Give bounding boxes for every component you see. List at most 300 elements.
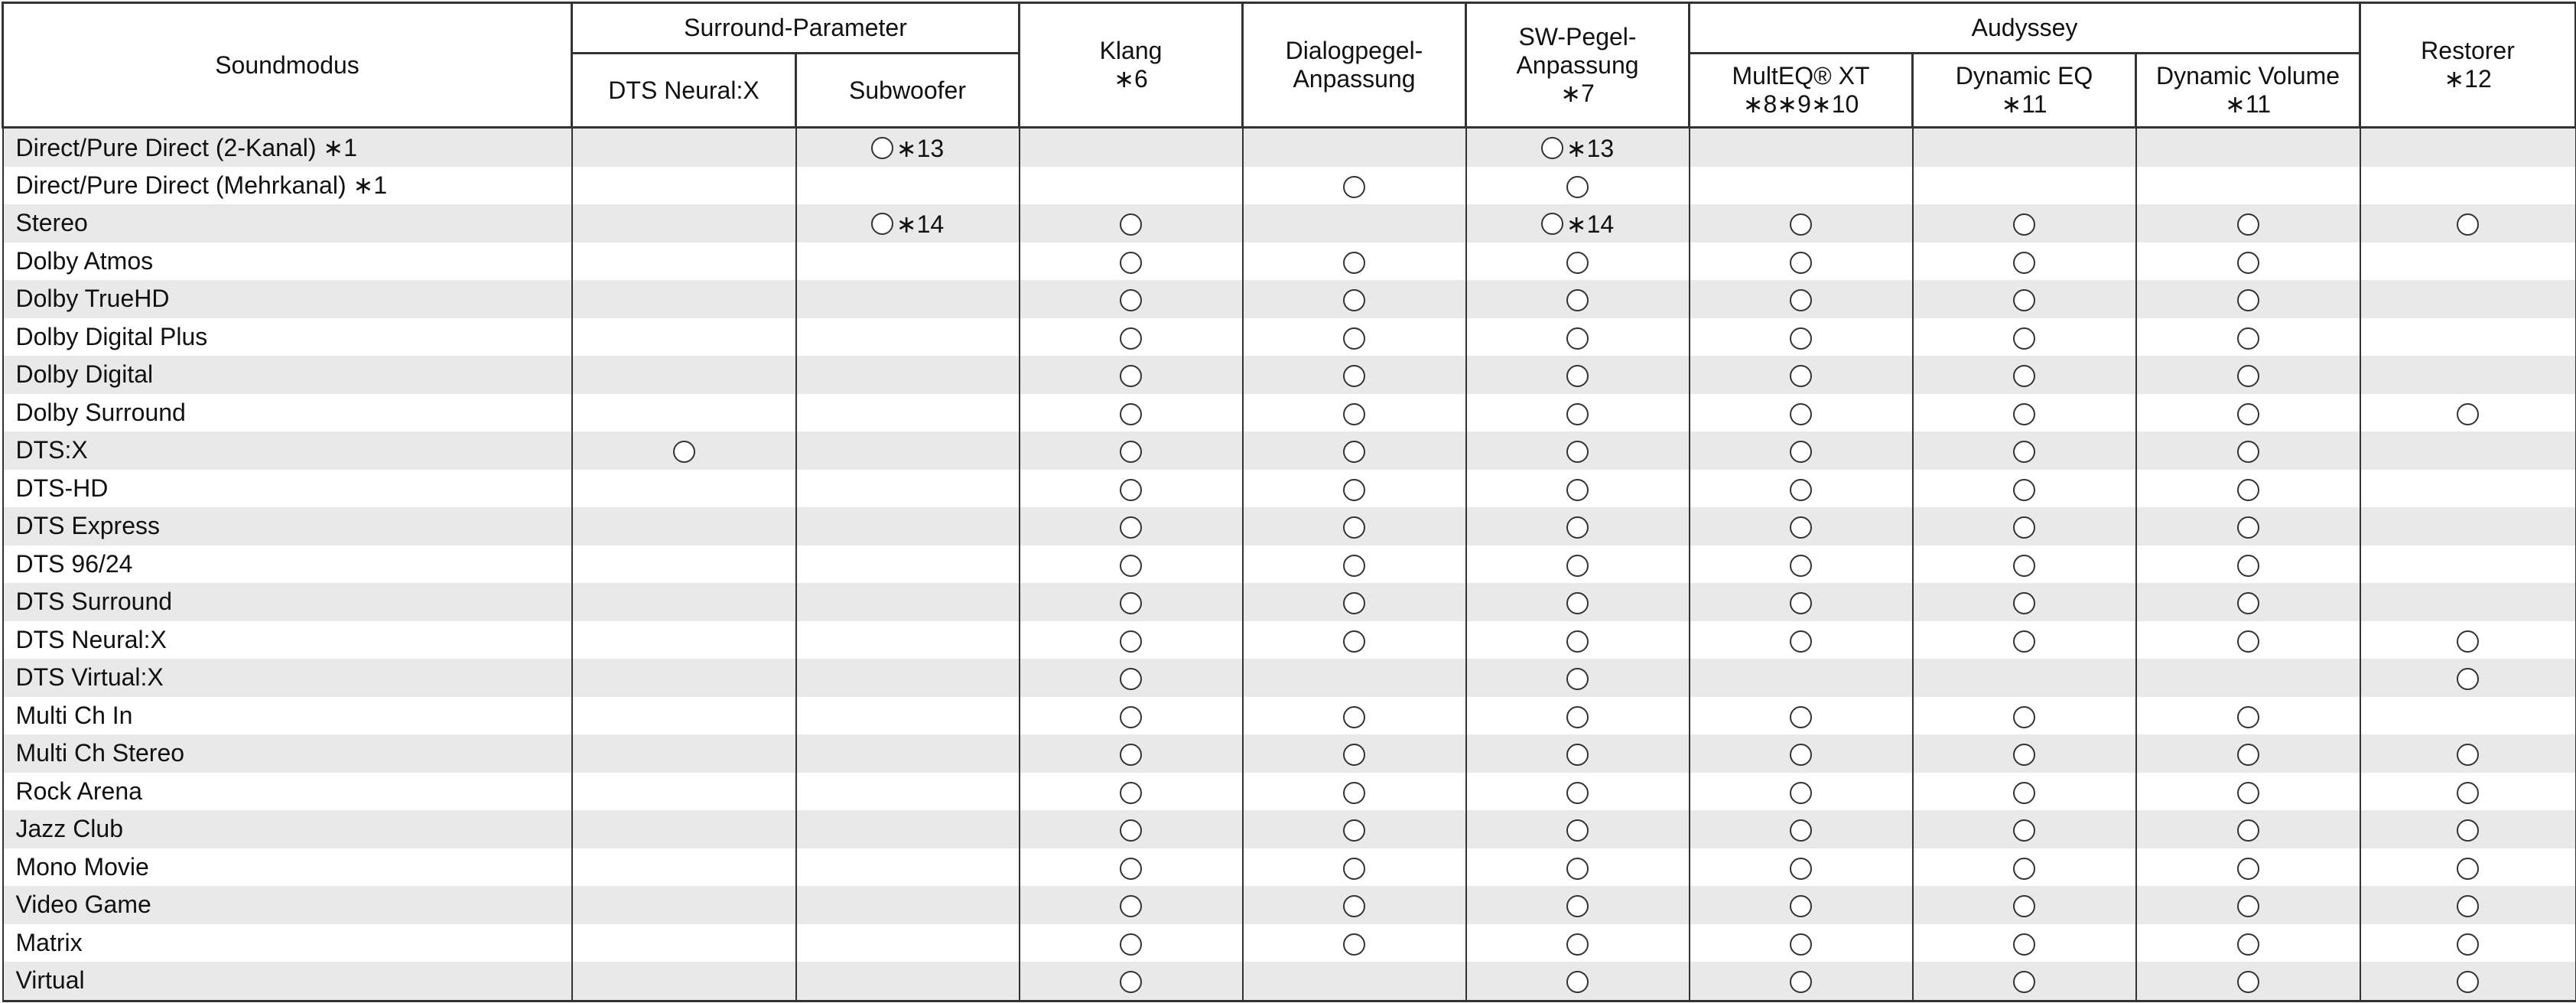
supported-circle-icon [1120, 555, 1142, 577]
supported-circle-icon [2013, 706, 2035, 728]
supported-circle-icon [2013, 403, 2035, 425]
cell-multeq [1690, 243, 1913, 281]
cell-sw [1466, 962, 1690, 1001]
cell-sub [796, 773, 1020, 811]
cell-klang [1020, 280, 1243, 318]
table-row [3, 128, 2576, 167]
supported-circle-icon [2457, 933, 2479, 956]
cell-sub [796, 128, 1020, 167]
cell-deq [1913, 734, 2136, 773]
supported-circle-icon [2013, 516, 2035, 539]
header-restorer-note: ∗12 [2444, 65, 2492, 93]
supported-circle-icon [2013, 479, 2035, 501]
supported-circle-icon [1790, 782, 1812, 804]
supported-circle-icon [2013, 327, 2035, 350]
cell-sub [796, 243, 1020, 281]
cell-deq [1913, 924, 2136, 962]
supported-circle-icon [1120, 668, 1142, 690]
supported-circle-icon [1790, 895, 1812, 917]
cell-dialog [1243, 848, 1466, 887]
header-dynamic-volume [2136, 54, 2360, 128]
cell-neural [572, 394, 796, 432]
cell-deq [1913, 962, 2136, 1001]
cell-multeq [1690, 318, 1913, 357]
supported-circle-icon [1790, 858, 1812, 880]
cell-dialog [1243, 470, 1466, 508]
supported-circle-icon [1566, 782, 1589, 804]
header-swpegel-note: ∗7 [1560, 79, 1595, 107]
sound-mode-name: Rock Arena [3, 773, 572, 811]
cell-neural [572, 924, 796, 962]
supported-circle-icon [2237, 327, 2259, 350]
sound-mode-name: Virtual [3, 962, 572, 1001]
cell-dialog [1243, 545, 1466, 584]
table-row [3, 697, 2576, 735]
cell-sw [1466, 621, 1690, 659]
supported-circle-icon [1343, 782, 1365, 804]
supported-circle-icon [1790, 441, 1812, 463]
cell-rest [2360, 773, 2576, 811]
supported-circle-icon [1790, 971, 1812, 993]
cell-deq [1913, 773, 2136, 811]
cell-deq [1913, 583, 2136, 621]
header-klang [1020, 3, 1243, 128]
supported-circle-icon [2237, 441, 2259, 463]
cell-dialog [1243, 318, 1466, 357]
cell-rest [2360, 697, 2576, 735]
cell-dialog [1243, 507, 1466, 545]
supported-circle-icon [2457, 971, 2479, 993]
supported-circle-icon [1541, 213, 1563, 235]
supported-circle-icon [2237, 213, 2259, 236]
cell-klang [1020, 243, 1243, 281]
supported-circle-icon [2237, 365, 2259, 387]
supported-circle-icon [1343, 592, 1365, 614]
cell-multeq [1690, 734, 1913, 773]
cell-multeq [1690, 356, 1913, 394]
supported-circle-icon [1566, 933, 1589, 956]
sound-mode-name: Matrix [3, 924, 572, 962]
cell-sw [1466, 810, 1690, 848]
table-row [3, 394, 2576, 432]
cell-dvol [2136, 962, 2360, 1001]
supported-circle-icon [1120, 782, 1142, 804]
cell-neural [572, 470, 796, 508]
cell-dvol [2136, 545, 2360, 584]
cell-multeq [1690, 659, 1913, 697]
cell-sw [1466, 507, 1690, 545]
supported-circle-icon [2457, 630, 2479, 653]
cell-neural [572, 507, 796, 545]
cell-deq [1913, 167, 2136, 205]
supported-circle-icon [2237, 555, 2259, 577]
cell-rest [2360, 356, 2576, 394]
cell-dvol [2136, 394, 2360, 432]
cell-sub [796, 394, 1020, 432]
cell-sub [796, 659, 1020, 697]
supported-circle-icon [1790, 630, 1812, 653]
cell-multeq [1690, 621, 1913, 659]
cell-sub [796, 734, 1020, 773]
cell-neural [572, 318, 796, 357]
supported-circle-icon [1343, 516, 1365, 539]
cell-neural [572, 734, 796, 773]
cell-sub [796, 583, 1020, 621]
cell-sw [1466, 697, 1690, 735]
supported-circle-icon [1120, 479, 1142, 501]
supported-circle-icon [1790, 555, 1812, 577]
cell-sw [1466, 280, 1690, 318]
cell-neural [572, 356, 796, 394]
cell-dvol [2136, 810, 2360, 848]
supported-circle-icon [2237, 971, 2259, 993]
cell-rest [2360, 621, 2576, 659]
cell-neural [572, 659, 796, 697]
supported-circle-icon [1120, 327, 1142, 350]
supported-circle-icon [1790, 327, 1812, 350]
supported-circle-icon [1566, 555, 1589, 577]
table-row [3, 545, 2576, 584]
cell-neural [572, 810, 796, 848]
supported-circle-icon [1566, 365, 1589, 387]
header-dynamic-volume-label: Dynamic Volume [2155, 62, 2340, 90]
sound-mode-name: Dolby Atmos [3, 243, 572, 281]
supported-circle-icon [1343, 327, 1365, 350]
table-row [3, 659, 2576, 697]
supported-circle-icon [1566, 479, 1589, 501]
cell-sub [796, 318, 1020, 357]
cell-rest [2360, 810, 2576, 848]
supported-circle-icon [1343, 252, 1365, 274]
cell-multeq [1690, 280, 1913, 318]
cell-sw [1466, 431, 1690, 470]
cell-sub [796, 431, 1020, 470]
supported-circle-icon [871, 137, 893, 159]
cell-sw [1466, 128, 1690, 167]
cell-dvol [2136, 886, 2360, 924]
cell-sw [1466, 356, 1690, 394]
supported-circle-icon [2237, 630, 2259, 653]
cell-dialog [1243, 204, 1466, 243]
cell-klang [1020, 734, 1243, 773]
supported-circle-icon [1790, 252, 1812, 274]
cell-rest [2360, 204, 2576, 243]
header-swpegel-line2: Anpassung [1516, 50, 1639, 79]
cell-rest [2360, 924, 2576, 962]
supported-circle-icon [1343, 403, 1365, 425]
supported-circle-icon [1790, 365, 1812, 387]
cell-dvol [2136, 848, 2360, 887]
cell-rest [2360, 507, 2576, 545]
cell-multeq [1690, 470, 1913, 508]
cell-dialog [1243, 621, 1466, 659]
table-body [3, 128, 2576, 1001]
cell-dialog [1243, 697, 1466, 735]
cell-neural [572, 773, 796, 811]
footnote-mark: ∗14 [896, 210, 945, 238]
cell-sub [796, 810, 1020, 848]
supported-circle-icon [1120, 895, 1142, 917]
header-dynamic-eq-note: ∗11 [2001, 90, 2047, 118]
sound-mode-name: DTS Neural:X [3, 621, 572, 659]
cell-multeq [1690, 886, 1913, 924]
cell-deq [1913, 280, 2136, 318]
supported-circle-icon [1120, 744, 1142, 766]
sound-mode-name: DTS 96/24 [3, 545, 572, 584]
cell-sw [1466, 886, 1690, 924]
sound-mode-name: DTS:X [3, 431, 572, 470]
cell-neural [572, 280, 796, 318]
cell-sw [1466, 167, 1690, 205]
supported-circle-icon [1343, 706, 1365, 728]
supported-circle-icon [1790, 592, 1812, 614]
table-row [3, 962, 2576, 1001]
supported-circle-icon [1120, 933, 1142, 956]
cell-klang [1020, 356, 1243, 394]
sound-mode-name: Dolby Surround [3, 394, 572, 432]
cell-klang [1020, 962, 1243, 1001]
supported-circle-icon [2237, 289, 2259, 311]
supported-circle-icon [1120, 592, 1142, 614]
sound-mode-table-sheet [2, 2, 2574, 1001]
supported-circle-icon [1566, 252, 1589, 274]
cell-rest [2360, 470, 2576, 508]
cell-klang [1020, 394, 1243, 432]
sound-mode-name: Multi Ch Stereo [3, 734, 572, 773]
supported-circle-icon [1566, 516, 1589, 539]
cell-sw [1466, 545, 1690, 584]
header-dynamic-volume-note: ∗11 [2225, 90, 2272, 118]
cell-multeq [1690, 128, 1913, 167]
header-soundmodus: Soundmodus [3, 3, 572, 128]
header-subwoofer: Subwoofer [796, 54, 1020, 128]
supported-circle-icon [2237, 403, 2259, 425]
supported-circle-icon [2237, 933, 2259, 956]
cell-dvol [2136, 583, 2360, 621]
table-row [3, 848, 2576, 887]
cell-multeq [1690, 583, 1913, 621]
cell-klang [1020, 924, 1243, 962]
supported-circle-icon [2013, 782, 2035, 804]
supported-circle-icon [1120, 971, 1142, 993]
table-row [3, 621, 2576, 659]
cell-dialog [1243, 962, 1466, 1001]
cell-sub [796, 470, 1020, 508]
cell-dialog [1243, 280, 1466, 318]
supported-circle-icon [1566, 441, 1589, 463]
cell-dialog [1243, 810, 1466, 848]
cell-sub [796, 848, 1020, 887]
supported-circle-icon [2013, 895, 2035, 917]
cell-sub [796, 507, 1020, 545]
header-audyssey: Audyssey [1690, 3, 2360, 54]
table-row [3, 810, 2576, 848]
cell-dialog [1243, 583, 1466, 621]
supported-circle-icon [1566, 819, 1589, 842]
footnote-mark: ∗13 [896, 134, 945, 162]
header-multeq-label: MultEQ® XT [1732, 62, 1870, 90]
cell-deq [1913, 886, 2136, 924]
supported-circle-icon [1566, 592, 1589, 614]
sound-mode-name: DTS Surround [3, 583, 572, 621]
supported-circle-icon [2237, 252, 2259, 274]
cell-deq [1913, 204, 2136, 243]
supported-circle-icon [1790, 516, 1812, 539]
cell-rest [2360, 848, 2576, 887]
cell-sw [1466, 848, 1690, 887]
cell-neural [572, 431, 796, 470]
supported-circle-icon [2013, 858, 2035, 880]
cell-dvol [2136, 243, 2360, 281]
cell-dvol [2136, 204, 2360, 243]
supported-circle-icon [1790, 289, 1812, 311]
cell-neural [572, 167, 796, 205]
cell-dvol [2136, 697, 2360, 735]
supported-circle-icon [1566, 895, 1589, 917]
cell-dialog [1243, 356, 1466, 394]
supported-circle-icon [2237, 895, 2259, 917]
cell-neural [572, 848, 796, 887]
cell-klang [1020, 886, 1243, 924]
supported-circle-icon [1120, 289, 1142, 311]
cell-rest [2360, 734, 2576, 773]
cell-multeq [1690, 545, 1913, 584]
supported-circle-icon [1343, 479, 1365, 501]
cell-deq [1913, 128, 2136, 167]
cell-dvol [2136, 167, 2360, 205]
table-row [3, 507, 2576, 545]
cell-neural [572, 621, 796, 659]
cell-dialog [1243, 167, 1466, 205]
cell-sub [796, 621, 1020, 659]
cell-neural [572, 128, 796, 167]
supported-circle-icon [2013, 744, 2035, 766]
table-row [3, 470, 2576, 508]
header-dynamic-eq-label: Dynamic EQ [1955, 62, 2093, 90]
cell-sub [796, 204, 1020, 243]
supported-circle-icon [1343, 933, 1365, 956]
cell-rest [2360, 583, 2576, 621]
cell-sub [796, 886, 1020, 924]
table-row [3, 318, 2576, 357]
table-row [3, 773, 2576, 811]
cell-klang [1020, 659, 1243, 697]
supported-circle-icon [1120, 516, 1142, 539]
cell-rest [2360, 431, 2576, 470]
cell-multeq [1690, 167, 1913, 205]
supported-circle-icon [1120, 252, 1142, 274]
cell-deq [1913, 545, 2136, 584]
table-row [3, 431, 2576, 470]
cell-dvol [2136, 734, 2360, 773]
table-row [3, 243, 2576, 281]
supported-circle-icon [1120, 706, 1142, 728]
cell-dvol [2136, 318, 2360, 357]
cell-sub [796, 167, 1020, 205]
supported-circle-icon [1566, 971, 1589, 993]
cell-sw [1466, 470, 1690, 508]
cell-sub [796, 545, 1020, 584]
supported-circle-icon [1566, 176, 1589, 198]
cell-deq [1913, 659, 2136, 697]
header-klang-label: Klang [1099, 37, 1163, 64]
supported-circle-icon [2013, 289, 2035, 311]
supported-circle-icon [2237, 782, 2259, 804]
cell-deq [1913, 621, 2136, 659]
sound-mode-name: Multi Ch In [3, 697, 572, 735]
cell-deq [1913, 470, 2136, 508]
supported-circle-icon [2013, 555, 2035, 577]
header-dynamic-eq [1913, 54, 2136, 128]
sound-mode-name: DTS-HD [3, 470, 572, 508]
header-dialogpegel [1243, 3, 1466, 128]
supported-circle-icon [2237, 819, 2259, 842]
cell-multeq [1690, 431, 1913, 470]
supported-circle-icon [1566, 858, 1589, 880]
cell-deq [1913, 431, 2136, 470]
supported-circle-icon [1790, 403, 1812, 425]
cell-deq [1913, 697, 2136, 735]
cell-dvol [2136, 280, 2360, 318]
header-surround-parameter: Surround-Parameter [572, 3, 1020, 54]
cell-deq [1913, 243, 2136, 281]
cell-klang [1020, 583, 1243, 621]
supported-circle-icon [2013, 365, 2035, 387]
cell-sub [796, 697, 1020, 735]
cell-neural [572, 962, 796, 1001]
supported-circle-icon [1120, 403, 1142, 425]
cell-dialog [1243, 659, 1466, 697]
cell-sw [1466, 204, 1690, 243]
header-klang-note: ∗6 [1114, 65, 1148, 93]
cell-klang [1020, 470, 1243, 508]
cell-klang [1020, 545, 1243, 584]
cell-sw [1466, 734, 1690, 773]
supported-circle-icon [1120, 213, 1142, 236]
supported-circle-icon [1343, 744, 1365, 766]
supported-circle-icon [1343, 289, 1365, 311]
footnote-mark: ∗13 [1566, 134, 1615, 162]
table-row [3, 924, 2576, 962]
supported-circle-icon [2457, 895, 2479, 917]
supported-circle-icon [1790, 479, 1812, 501]
supported-circle-icon [2457, 819, 2479, 842]
supported-circle-icon [2013, 592, 2035, 614]
cell-dialog [1243, 431, 1466, 470]
supported-circle-icon [1566, 289, 1589, 311]
supported-circle-icon [1566, 630, 1589, 653]
cell-neural [572, 243, 796, 281]
supported-circle-icon [2013, 971, 2035, 993]
supported-circle-icon [2237, 479, 2259, 501]
supported-circle-icon [2457, 668, 2479, 690]
sound-mode-name: DTS Express [3, 507, 572, 545]
cell-sw [1466, 318, 1690, 357]
cell-dvol [2136, 470, 2360, 508]
supported-circle-icon [2013, 630, 2035, 653]
cell-rest [2360, 167, 2576, 205]
supported-circle-icon [2457, 403, 2479, 425]
cell-dialog [1243, 773, 1466, 811]
cell-dvol [2136, 431, 2360, 470]
supported-circle-icon [2457, 782, 2479, 804]
table-row [3, 280, 2576, 318]
supported-circle-icon [1541, 137, 1563, 159]
supported-circle-icon [1790, 213, 1812, 236]
cell-sw [1466, 773, 1690, 811]
cell-multeq [1690, 204, 1913, 243]
cell-sw [1466, 394, 1690, 432]
